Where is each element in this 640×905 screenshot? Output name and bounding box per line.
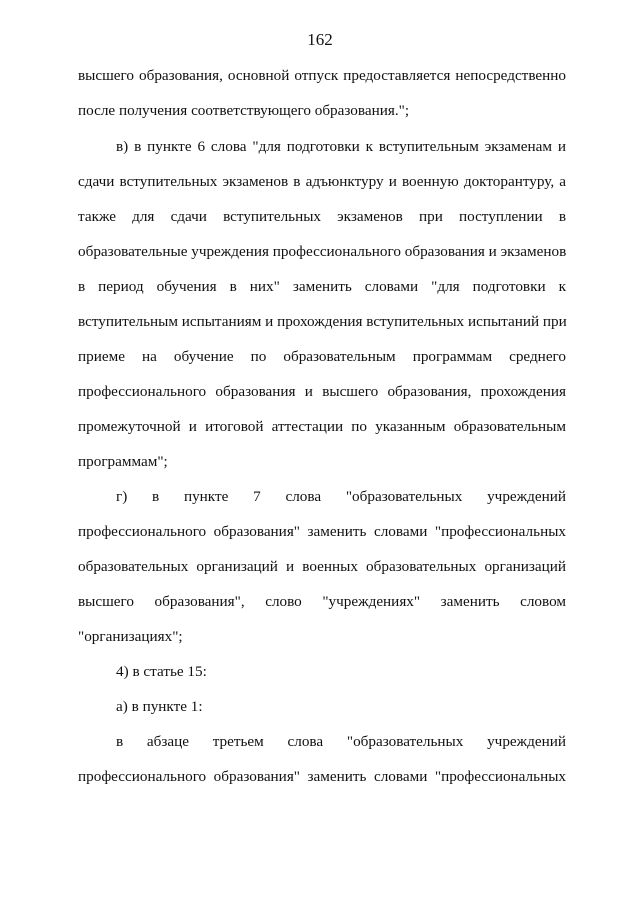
- text-line: в абзаце третьем слова "образовательных учреждений: [116, 733, 566, 750]
- text-line: программам";: [78, 453, 168, 470]
- text-line: в) в пункте 6 слова "для подготовки к вступительным экзаменам и: [116, 138, 566, 155]
- text-line: промежуточной и итоговой аттестации по указанным образовательным: [78, 418, 566, 435]
- text-line: профессионального образования" заменить словами "профессиональных: [78, 523, 566, 540]
- text-line: высшего образования", слово "учреждениях" заменить словом: [78, 593, 566, 610]
- text-line: вступительным испытаниям и прохождения вступительных испытаний при: [78, 313, 567, 330]
- text-line: профессионального образования и высшего образования, прохождения: [78, 383, 566, 400]
- text-line: 4) в статье 15:: [116, 663, 207, 680]
- text-line: образовательных организаций и военных образовательных организаций: [78, 558, 566, 575]
- text-line: в период обучения в них" заменить словами "для подготовки к: [78, 278, 566, 295]
- text-line: после получения соответствующего образования.";: [78, 102, 410, 119]
- text-line: сдачи вступительных экзаменов в адъюнктуру и военную докторантуру, а: [78, 173, 566, 190]
- text-line: профессионального образования" заменить словами "профессиональных: [78, 768, 566, 785]
- text-line: а) в пункте 1:: [116, 698, 203, 715]
- text-line: образовательные учреждения профессионального образования и экзаменов: [78, 243, 567, 260]
- text-line: г) в пункте 7 слова "образовательных учреждений: [116, 488, 566, 505]
- text-line: приеме на обучение по образовательным программам среднего: [78, 348, 566, 365]
- text-line: также для сдачи вступительных экзаменов при поступлении в: [78, 208, 566, 225]
- text-line: "организациях";: [78, 628, 183, 645]
- text-line: высшего образования, основной отпуск предоставляется непосредственно: [78, 67, 566, 84]
- page-number: 162: [307, 30, 333, 49]
